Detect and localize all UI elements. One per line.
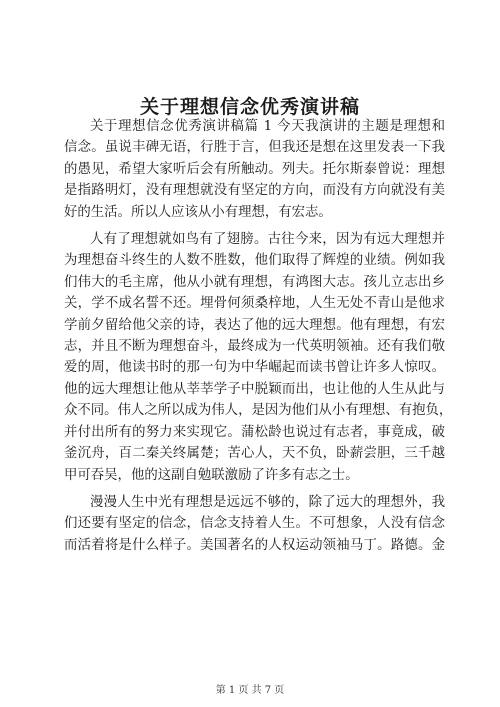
paragraph-1 [64,116,445,223]
paragraph-line: 漫漫人生中光有理想是远远不够的，除了远大的理想外，我 [90,494,445,510]
paragraph-line: 志，并且不断为理想奋斗，最终成为一代英明领袖。还有我们敬 [64,339,445,355]
paragraph-line: 人有了理想就如鸟有了翅膀。古往今来，因为有远大理想并 [90,232,445,248]
paragraph-line: 学前夕留给他父亲的诗，表达了他的远大理想。他有理想，有宏 [64,317,445,333]
paragraph-line: 为理想奋斗终生的人数不胜数，他们取得了辉煌的业绩。例如我 [64,253,445,269]
page-number-footer: 第 1 页 共 7 页 [215,685,285,696]
paragraph-line: 爱的周，他读书时的那一句为中华崛起而读书曾让许多人惊叹。 [64,360,445,376]
paragraph-line: 而活着将是什么样子。美国著名的人权运动领袖马丁。路德。金 [64,537,445,553]
paragraph-line: 们伟大的毛主席，他从小就有理想，有鸿图大志。孩儿立志出乡 [64,274,445,290]
paragraph-line: 众不同。伟人之所以成为伟人，是因为他们从小有理想、有抱负， [64,403,453,419]
paragraph-line: 釜沉舟，百二秦关终属楚；苦心人，天不负，卧薪尝胆，三千越 [64,446,445,462]
paragraph-line: 并付出所有的努力来实现它。蒲松龄也说过有志者，事竟成，破 [64,424,445,440]
paragraph-3 [64,492,445,556]
document-body [64,116,453,556]
document-title: 关于理想信念优秀演讲稿 [139,96,360,118]
paragraph-line: 是指路明灯，没有理想就没有坚定的方向，而没有方向就没有美 [64,183,445,199]
paragraph-line: 关于理想信念优秀演讲稿篇 1 今天我演讲的主题是理想和 [90,119,445,134]
paragraph-2 [64,229,453,486]
paragraph-line: 信念。虽说丰碑无语，行胜于言，但我还是想在这里发表一下我 [64,140,445,156]
paragraph-line: 关，学不成名誓不还。埋骨何须桑梓地，人生无处不青山是他求 [64,296,445,312]
paragraph-line: 们还要有坚定的信念，信念支持着人生。不可想象，人没有信念 [64,516,445,532]
paragraph-line: 好的生活。所以人应该从小有理想，有宏志。 [64,204,332,220]
paragraph-line: 他的远大理想让他从莘莘学子中脱颖而出，也让他的人生从此与 [64,381,445,397]
paragraph-line: 的愚见，希望大家听后会有所触动。列夫。托尔斯泰曾说：理想 [64,161,445,177]
paragraph-line: 甲可吞吴，他的这副自勉联激励了许多有志之士。 [64,467,359,483]
